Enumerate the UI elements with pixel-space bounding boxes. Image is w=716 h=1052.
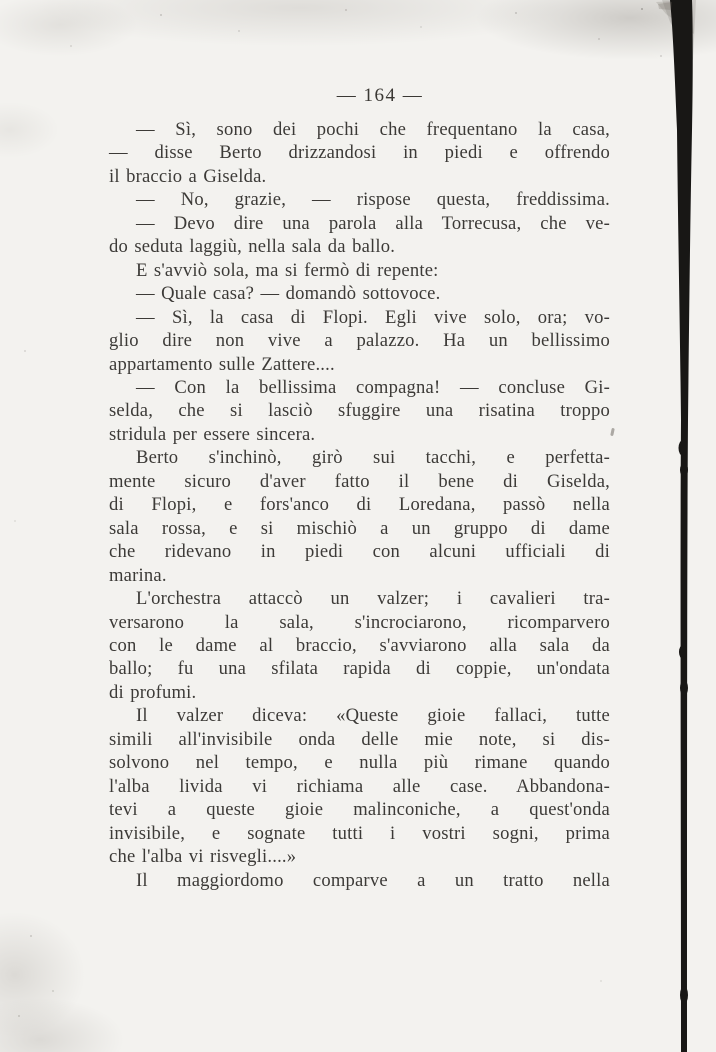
page-number: — 164 —: [336, 85, 424, 106]
text-line: sala rossa, e si mischiò a un gruppo di dame: [109, 517, 610, 539]
text-line: versarono la sala, s'incrociarono, ricomparvero: [109, 611, 610, 633]
text-line: appartamento sulle Zattere....: [109, 353, 335, 375]
text-line: tevi a queste gioie malinconiche, a quest'onda: [109, 799, 610, 821]
text-line: — Devo dire una parola alla Torrecusa, che ve-: [136, 212, 610, 234]
text-line: — disse Berto drizzandosi in piedi e offrendo: [109, 142, 610, 164]
text-line: L'orchestra attaccò un valzer; i cavalieri tra-: [136, 588, 610, 610]
text-line: E s'avviò sola, ma si fermò di repente:: [136, 259, 439, 281]
text-line: stridula per essere sincera.: [109, 423, 316, 445]
scan-speck: [610, 428, 615, 436]
binding-shadow-edge: [656, 0, 716, 1052]
text-line: di Flopi, e fors'anco di Loredana, passò nella: [109, 494, 610, 516]
text-line: Il maggiordomo comparve a un tratto nella: [136, 869, 610, 891]
text-line: — No, grazie, — rispose questa, freddissima.: [136, 189, 610, 211]
text-line: Il valzer diceva: «Queste gioie fallaci, tutte: [136, 705, 610, 727]
text-line: simili all'invisibile onda delle mie note, si dis-: [109, 728, 610, 750]
text-line: solvono nel tempo, e nulla più rimane quando: [109, 752, 610, 774]
text-line: con le dame al braccio, s'avviarono alla sala da: [109, 634, 610, 656]
text-line: di profumi.: [109, 681, 197, 703]
text-block: [109, 118, 610, 892]
text-line: il braccio a Giselda.: [109, 165, 267, 187]
text-line: mente sicuro d'aver fatto il bene di Giselda,: [109, 470, 610, 492]
text-line: glio dire non vive a palazzo. Ha un bellissimo: [109, 330, 610, 352]
text-line: che ridevano in piedi con alcuni ufficiali di: [109, 541, 610, 563]
text-line: marina.: [109, 564, 167, 586]
text-line: — Quale casa? — domandò sottovoce.: [136, 283, 441, 305]
text-line: Berto s'inchinò, girò sui tacchi, e perfetta-: [136, 447, 610, 469]
text-line: — Con la bellissima compagna! — concluse Gi-: [136, 376, 610, 398]
text-line: invisibile, e sognate tutti i vostri sogni, prima: [109, 822, 610, 844]
scan-noise: [0, 0, 2, 2]
text-line: ballo; fu una sfilata rapida di coppie, un'ondata: [109, 658, 610, 680]
text-line: che l'alba vi risvegli....»: [109, 846, 297, 868]
text-line: — Sì, sono dei pochi che frequentano la casa,: [136, 119, 610, 140]
text-line: do seduta laggiù, nella sala da ballo.: [109, 236, 396, 258]
text-line: — Sì, la casa di Flopi. Egli vive solo, ora; vo-: [136, 306, 610, 328]
text-line: l'alba livida vi richiama alle case. Abbandona-: [109, 775, 610, 797]
text-line: selda, che si lasciò sfuggire una risatina troppo: [109, 400, 610, 422]
